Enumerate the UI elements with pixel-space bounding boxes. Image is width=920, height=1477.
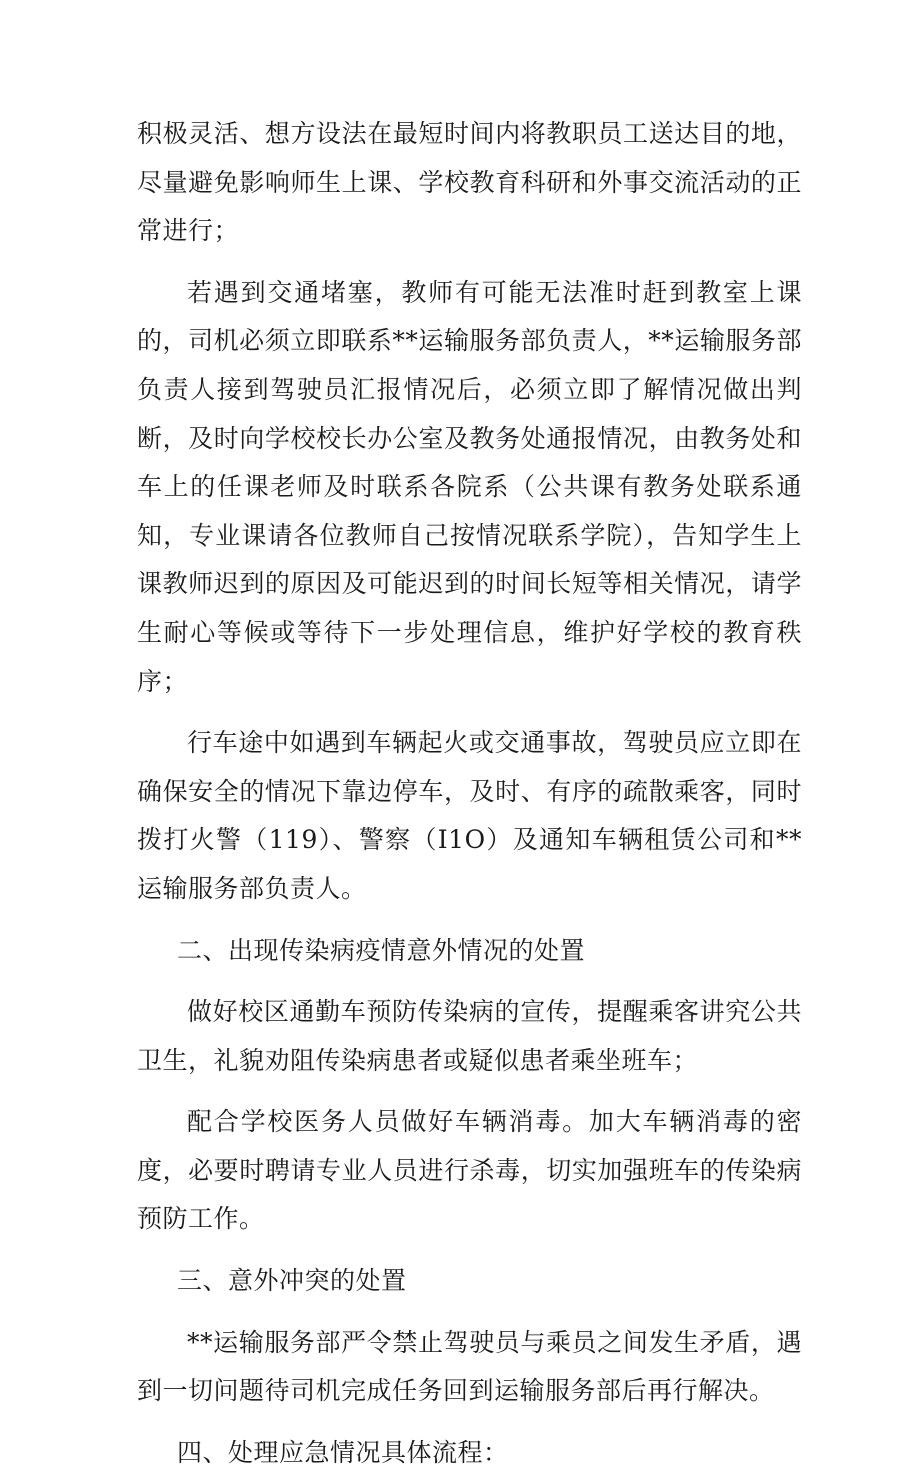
section-heading-3: 三、意外冲突的处置	[177, 1266, 407, 1296]
section-heading-2: 二、出现传染病疫情意外情况的处置	[177, 935, 586, 965]
paragraph-4: 做好校区通勤车预防传染病的宣传，提醒乘客讲究公共卫生，礼貌劝阻传染病患者或疑似患者乘坐班车；	[137, 997, 802, 1075]
paragraph-1: 积极灵活、想方设法在最短时间内将教职员工送达目的地，尽量避免影响师生上课、学校教育科研和外事交流活动的正常进行；	[137, 119, 802, 246]
paragraph-2: 若遇到交通堵塞，教师有可能无法准时赶到教室上课的，司机必须立即联系**运输服务部负责人，**运输服务部负责人接到驾驶员汇报情况后，必须立即了解情况做出判断，及时向学校校长办公室及教务处通报情况，由教务处和车上的任课老师及时联系各院系（公共课有教务处联系通知，专业课请各位教师自己按情况联系学院），告知学生上课教师迟到的原因及可能迟到的时间长短等相关情况，请学生耐心等候或等待下一步处理信息，维护好学校的教育秩序；	[137, 277, 802, 696]
document-body	[137, 110, 802, 1477]
section-heading-4: 四、处理应急情况具体流程：	[177, 1437, 509, 1467]
paragraph-3: 行车途中如遇到车辆起火或交通事故，驾驶员应立即在确保安全的情况下靠边停车，及时、有序的疏散乘客，同时拨打火警（119）、警察（I1O）及通知车辆租赁公司和**运输服务部负责人。	[137, 728, 802, 903]
paragraph-6: **运输服务部严令禁止驾驶员与乘员之间发生矛盾，遇到一切问题待司机完成任务回到运输服务部后再行解决。	[137, 1327, 802, 1406]
paragraph-5: 配合学校医务人员做好车辆消毒。加大车辆消毒的密度，必要时聘请专业人员进行杀毒，切实加强班车的传染病预防工作。	[137, 1107, 802, 1234]
